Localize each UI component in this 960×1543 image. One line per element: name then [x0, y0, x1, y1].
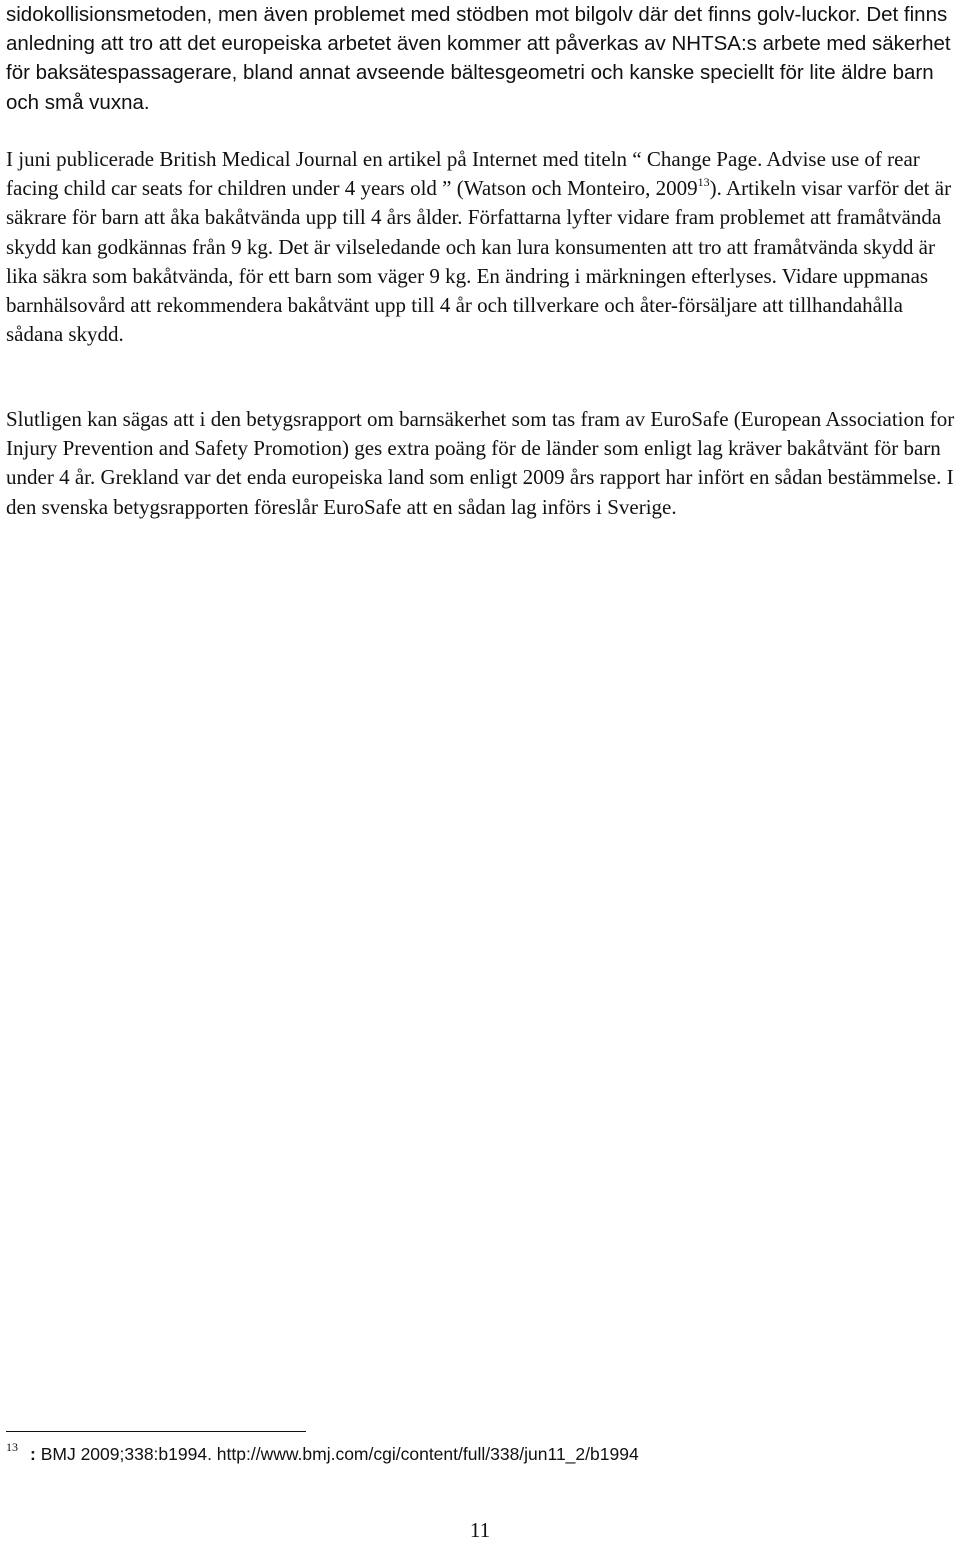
footnote-colon: :	[30, 1444, 36, 1464]
body-paragraph-3: Slutligen kan sägas att i den betygsrapport om barnsäkerhet som tas fram av EuroSafe (European Association for Injury Prevention and Safety Promotion) ges extra poäng för de länder som enligt lag kräver bakåtvänt för barn under 4 år. Grekland var det enda europeiska land som enligt 2009 års rapport har infört en sådan bestämmelse. I den svenska betygsrapporten föreslår EuroSafe att en sådan lag införs i Sverige.	[6, 407, 955, 519]
paragraph-2-text-end: ). Artikeln visar varför det är säkrare för barn att åka bakåtvända upp till 4 års ålder. Författarna lyfter vidare fram problemet att framåtvända skydd kan godkännas från 9 kg. Det är vilseledande och kan lura konsumenten att tro att framåtvända skydd är lika säkra som bakåtvända, för ett barn som väger 9 kg. En ändring i märkningen efterlyses. Vidare uppmanas barnhälsovård att rekommendera bakåtvänt upp till 4 år och tillverkare och åter-försäljare att tillhandahålla sådana skydd.	[6, 176, 952, 347]
footnote-number: 13	[6, 1440, 18, 1454]
body-paragraph-2	[6, 145, 956, 349]
paragraph-2-text-start: I juni publicerade British Medical Journal en artikel på Internet med titeln “ Change Page. Advise use of rear facing child car seats for children under 4 years old ” (Watson och Monteiro, 2009	[6, 147, 920, 201]
body-paragraph-1: sidokollisionsmetoden, men även problemet med stödben mot bilgolv där det finns golv-luckor. Det finns anledning att tro att det europeiska arbetet även kommer att påverkas av NHTSA:s arbete med säkerhet för baksätespassagerare, bland annat avseende bältesgeometri och kanske speciellt för lite äldre barn och små vuxna.	[6, 3, 951, 114]
footnote-reference[interactable]: 13	[697, 175, 710, 190]
footnote-separator	[6, 1431, 306, 1432]
page-number: 11	[469, 1518, 491, 1542]
footnote-text: BMJ 2009;338:b1994. http://www.bmj.com/cgi/content/full/338/jun11_2/b1994	[40, 1444, 639, 1464]
footnote	[6, 1442, 639, 1466]
